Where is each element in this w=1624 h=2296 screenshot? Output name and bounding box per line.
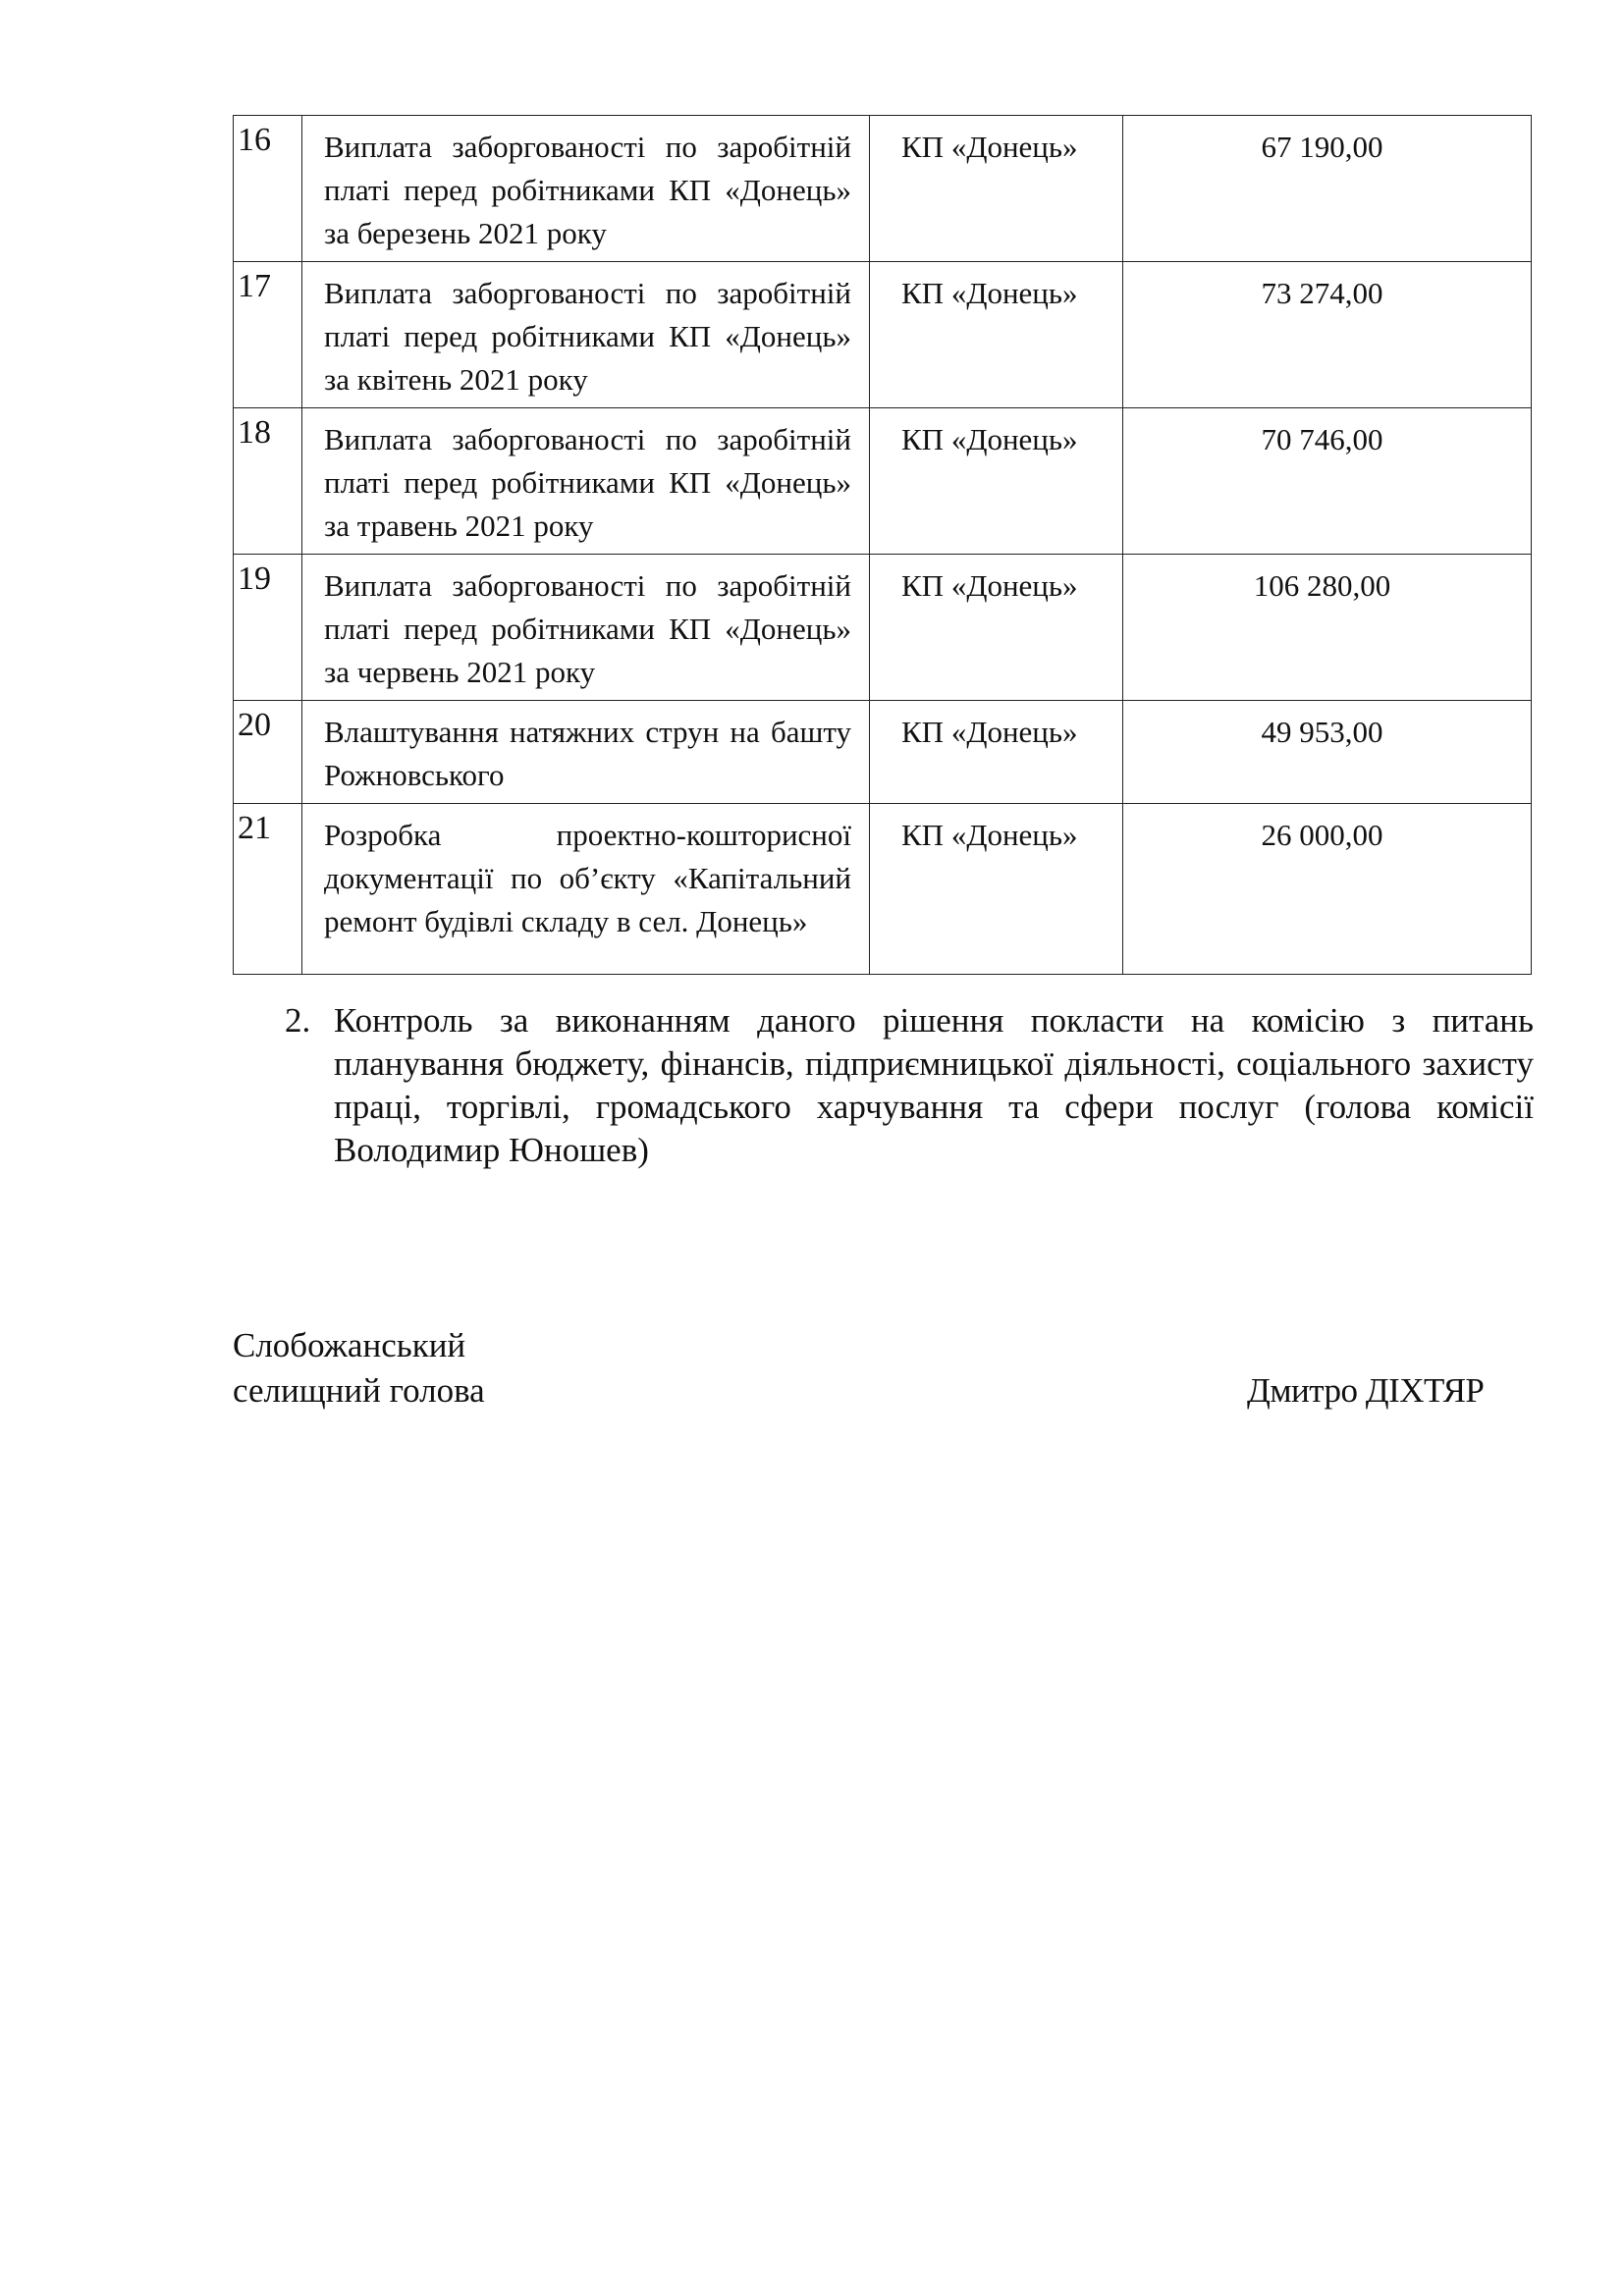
row-description: Влаштування натяжних струн на башту Рожновського [302, 701, 870, 804]
row-organization: КП «Донець» [870, 116, 1123, 262]
row-description: Розробка проектно-кошторисної документації по об’єкту «Капітальний ремонт будівлі складу в сел. Донець» [302, 804, 870, 975]
signatory-name: Дмитро ДІХТЯР [1247, 1371, 1485, 1410]
row-description: Виплата заборгованості по заробітній платі перед робітниками КП «Донець» за травень 2021 року [302, 408, 870, 555]
table-row [234, 116, 1532, 262]
row-number: 18 [234, 408, 302, 555]
row-number: 21 [234, 804, 302, 975]
row-number: 17 [234, 262, 302, 408]
clause-text: Контроль за виконанням даного рішення покласти на комісію з питань планування бюджету, фінансів, підприємницької діяльності, соціального захисту праці, торгівлі, громадського харчування та сфери послуг (голова комісії Володимир Юношев) [334, 1001, 1534, 1169]
row-number: 19 [234, 555, 302, 701]
row-amount: 70 746,00 [1123, 408, 1532, 555]
table-row [234, 262, 1532, 408]
table-row [234, 804, 1532, 975]
row-description: Виплата заборгованості по заробітній платі перед робітниками КП «Донець» за березень 2021 року [302, 116, 870, 262]
row-organization: КП «Донець» [870, 555, 1123, 701]
row-description: Виплата заборгованості по заробітній платі перед робітниками КП «Донець» за червень 2021 року [302, 555, 870, 701]
row-amount: 26 000,00 [1123, 804, 1532, 975]
table-row [234, 701, 1532, 804]
decision-clause [285, 999, 1534, 1172]
row-organization: КП «Донець» [870, 804, 1123, 975]
signature-title [233, 1323, 485, 1414]
row-number: 16 [234, 116, 302, 262]
row-amount: 49 953,00 [1123, 701, 1532, 804]
row-amount: 73 274,00 [1123, 262, 1532, 408]
row-amount: 106 280,00 [1123, 555, 1532, 701]
table-row [234, 555, 1532, 701]
row-amount: 67 190,00 [1123, 116, 1532, 262]
row-organization: КП «Донець» [870, 262, 1123, 408]
clause-number: 2. [285, 1001, 311, 1040]
expenses-table [233, 115, 1532, 975]
row-organization: КП «Донець» [870, 408, 1123, 555]
table-row [234, 408, 1532, 555]
signature-title-line2: селищний голова [233, 1371, 485, 1410]
row-description: Виплата заборгованості по заробітній платі перед робітниками КП «Донець» за квітень 2021 року [302, 262, 870, 408]
row-number: 20 [234, 701, 302, 804]
row-organization: КП «Донець» [870, 701, 1123, 804]
signature-title-line1: Слобожанський [233, 1326, 466, 1364]
